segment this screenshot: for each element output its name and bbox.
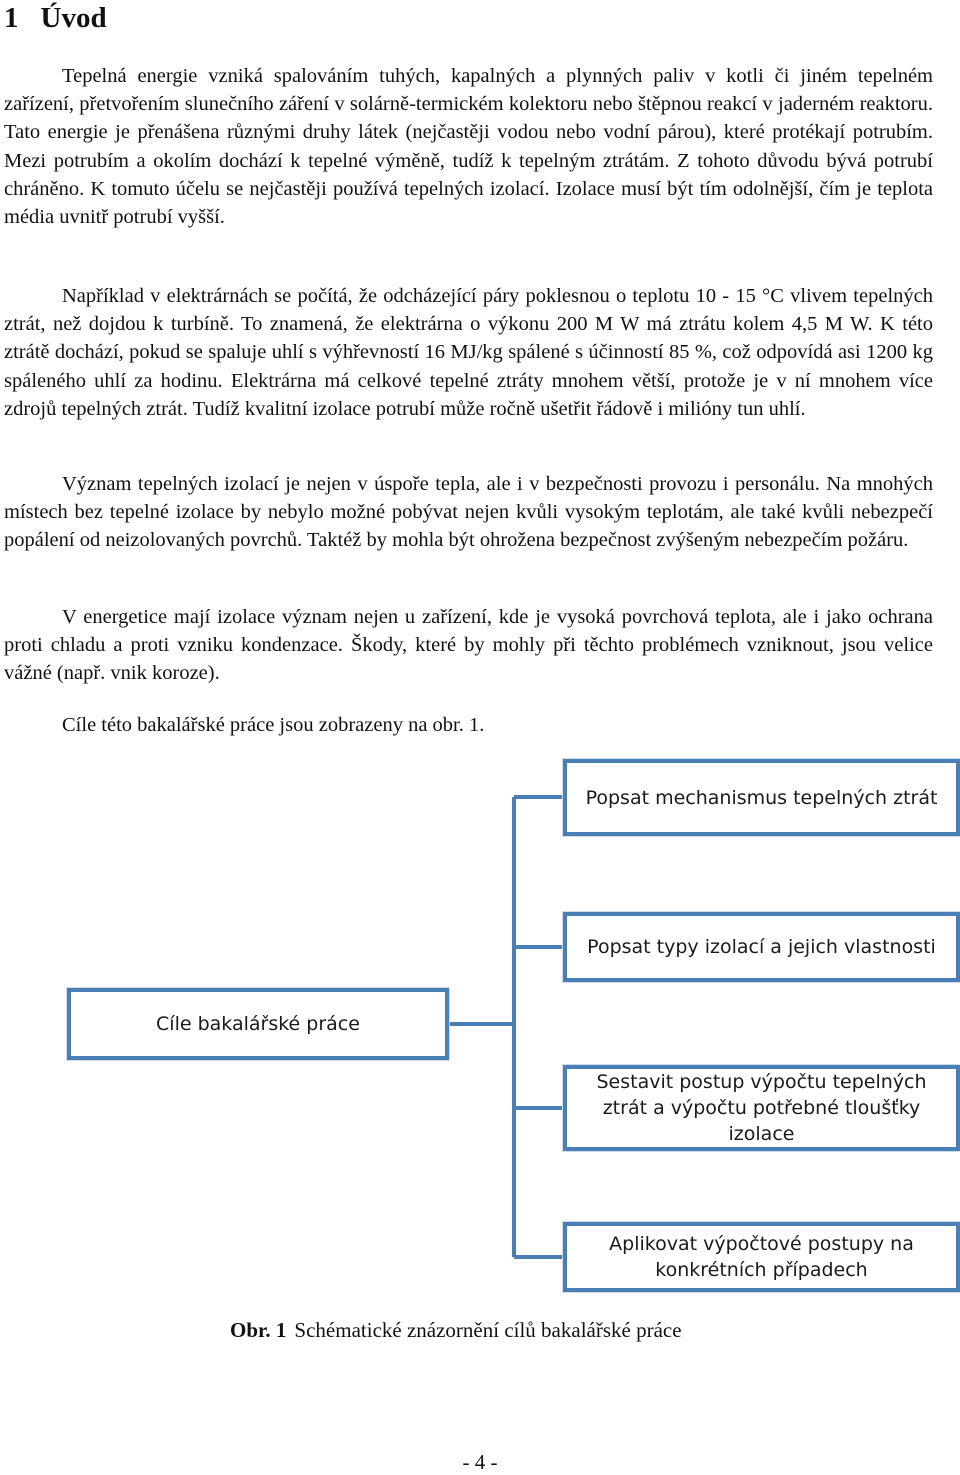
goals-diagram [0,755,960,1295]
chapter-number: 1 [4,2,19,34]
goal-box-2: Popsat typy izolací a jejich vlastnosti [563,912,960,982]
figure-caption [230,1318,682,1343]
paragraph-safety: Význam tepelných izolací je nejen v úspoře tepla, ale i v bezpečnosti provozu i personálu. Na mnohých místech bez tepelné izolace by nebylo možné pobývat nejen kvůli vysokým teplotám, ale také kvůli nebezpečí popálení od neizolovaných povrchů. Taktéž by mohla být ohrožena bezpečnost zvýšeným nebezpečím požáru. [4,473,933,552]
goal-box-4: Aplikovat výpočtové postupy na konkrétních případech [563,1222,960,1292]
goal-box-1: Popsat mechanismus tepelných ztrát [563,759,960,836]
figure-caption-text: Schématické znázornění cílů bakalářské práce [294,1318,682,1342]
diagram-root-box: Cíle bakalářské práce [67,988,449,1060]
goal-box-3: Sestavit postup výpočtu tepelných ztrát a výpočtu potřebné tloušťky izolace [563,1065,960,1151]
page-number: - 4 - [462,1450,498,1474]
paragraph-energy: V energetice mají izolace význam nejen u zařízení, kde je vysoká povrchová teplota, ale i jako ochrana proti chladu a proti vzniku kondenzace. Škody, které by mohly při těchto problémech vzniknout, jsou velice vážné (např. vnik koroze). [4,606,933,685]
paragraph-goals-intro: Cíle této bakalářské práce jsou zobrazeny na obr. 1. [62,714,485,736]
paragraph-intro: Tepelná energie vzniká spalováním tuhých, kapalných a plynných paliv v kotli či jiném tepelném zařízení, přetvořením slunečního záření v solárně-termickém kolektoru nebo štěpnou reakcí v jaderném reaktoru. Tato energie je přenášena různými druhy látek (nejčastěji vodou nebo vodní párou), které protékají potrubím. Mezi potrubím a okolím dochází k tepelné výměně, tudíž k tepelným ztrátám. Z tohoto důvodu bývá potrubí chráněno. K tomuto účelu se nejčastěji používá tepelných izolací. Izolace musí být tím odolnější, čím je teplota média uvnitř potrubí vyšší. [4,65,933,229]
chapter-heading [4,2,107,35]
paragraph-power-plant: Například v elektrárnách se počítá, že odcházející páry poklesnou o teplotu 10 - 15 °C vlivem tepelných ztrát, než dojdou k turbíně. To znamená, že elektrárna o výkonu 200 M W má ztrátu kolem 4,5 M W. K této ztrátě dochází, pokud se spaluje uhlí s výhřevností 16 MJ/kg spálené s účinností 85 %, což odpovídá asi 1200 kg spáleného uhlí za hodinu. Elektrárna má celkové tepelné ztráty mnohem větší, protože je v ní mnohem více zdrojů tepelných ztrát. Tudíž kvalitní izolace potrubí může ročně ušetřit řádově i milióny tun uhlí. [4,285,933,420]
chapter-title: Úvod [40,2,107,34]
figure-label: Obr. 1 [230,1318,287,1342]
